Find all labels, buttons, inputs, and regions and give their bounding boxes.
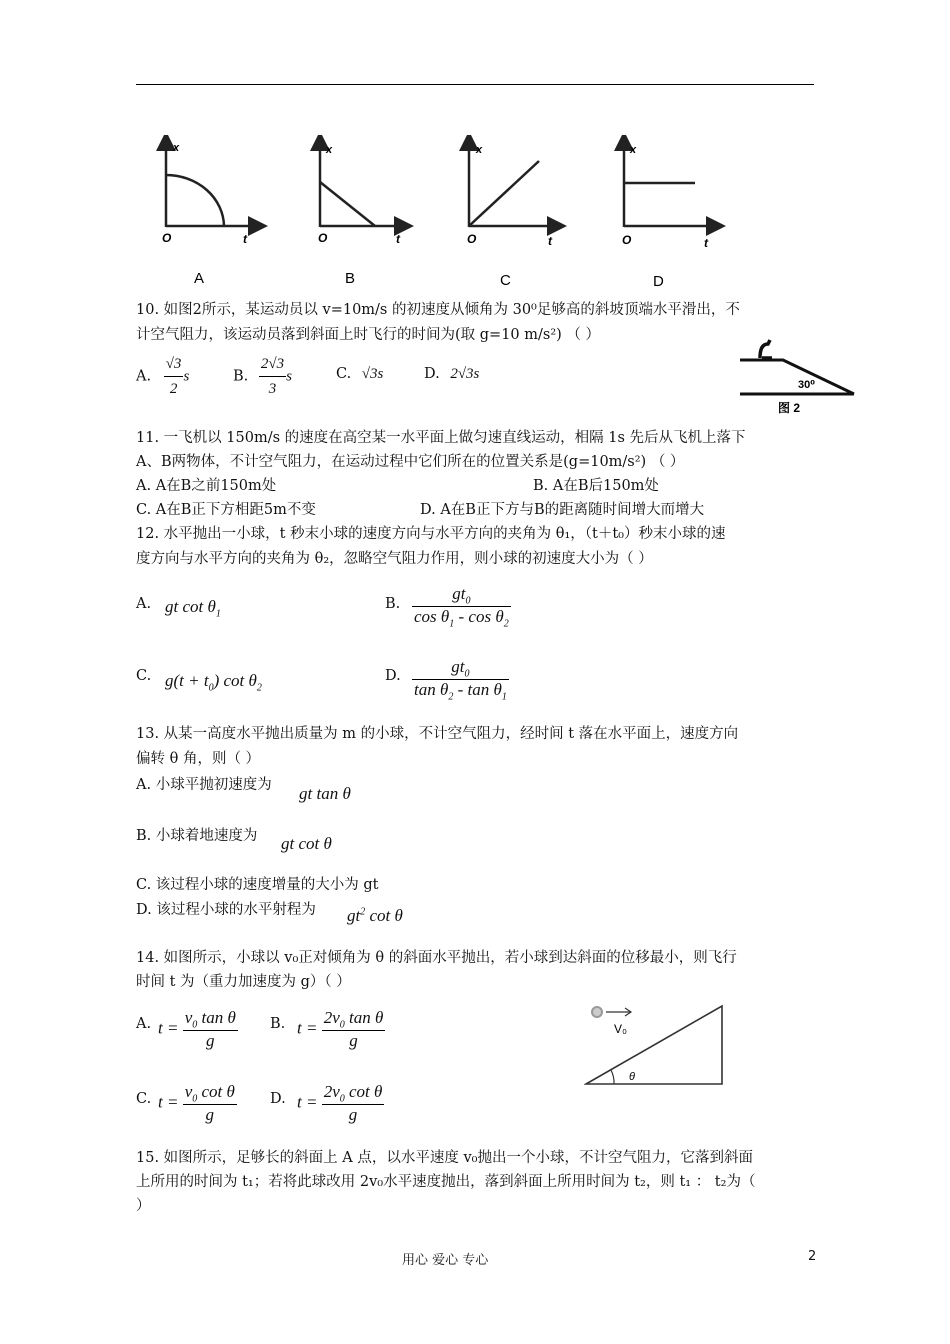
xt-graphs-figure — [140, 135, 740, 295]
q11-option-a: A. A在B之前150m处 — [136, 478, 277, 494]
q15-line3: ） — [136, 1198, 151, 1214]
q12-option-c-formula: $g(t + t_0)$ $\cot \theta_2$ — [165, 671, 262, 694]
q12-option-b-formula: $\frac{gt_0}{\cos \theta_1 - \cos \theta_2}$ — [414, 584, 509, 630]
q14-figure-theta: θ — [629, 1071, 635, 1083]
footer-motto: 用心 爱心 专心 — [402, 1253, 489, 1268]
q13-line2: 偏转 θ 角，则（ ） — [136, 751, 261, 767]
q12-option-b-label: B. — [385, 596, 401, 612]
q13-option-a-formula: gt tan θ — [299, 784, 351, 803]
q10-option-b: B. $\frac{2√3}{3}$ s — [233, 352, 292, 401]
q15-line1: 15. 如图所示，足够长的斜面上 A 点，以水平速度 v₀抛出一个小球，不计空气阻力，它落到斜面 — [136, 1150, 753, 1166]
graph-a-label: A — [194, 270, 205, 287]
graph-b-origin: O — [318, 231, 328, 245]
graph-d-origin: O — [622, 233, 632, 247]
q12-option-a-label: A. — [136, 596, 152, 612]
q12-option-c-label: C. — [136, 668, 152, 684]
q10-figure-caption: 图 2 — [778, 401, 801, 415]
q10-option-c-label: C. — [336, 366, 352, 382]
q10-option-b-label: B. — [233, 368, 249, 385]
header-rule — [136, 84, 814, 85]
q10-slope-figure — [738, 338, 858, 418]
q12-option-d-label: D. — [385, 668, 401, 684]
graph-b-tlabel: t — [396, 232, 400, 246]
q14-option-d-label: D. — [270, 1091, 286, 1107]
q13-option-c: C. 该过程小球的速度增量的大小为 gt — [136, 877, 379, 893]
q10-option-c: C. √3s — [336, 366, 384, 382]
q14-line1: 14. 如图所示，小球以 v₀正对倾角为 θ 的斜面水平抛出，若小球到达斜面的位移最小，则飞行 — [136, 950, 737, 966]
graph-a-origin: O — [162, 231, 172, 245]
graph-d-label: D — [653, 273, 664, 290]
graph-b-label: B — [345, 270, 356, 287]
q10-line1: 10. 如图2所示，某运动员以 v=10m/s 的初速度从倾角为 30⁰足够高的斜坡顶端水平滑出，不 — [136, 302, 740, 318]
q10-option-a: A. $\frac{√3}{2}$ s — [136, 352, 189, 401]
q14-option-d-formula: t = $\frac{2v_0 \cot \theta}{g}$ — [297, 1082, 383, 1125]
graph-a — [162, 141, 258, 287]
q10-option-d-label: D. — [424, 366, 440, 382]
q14-option-a-formula: t = $\frac{v_0 \tan \theta}{g}$ — [158, 1008, 236, 1051]
q14-option-a-label: A. — [136, 1016, 152, 1032]
q14-option-b-label: B. — [270, 1016, 286, 1032]
q14-incline-figure — [584, 1000, 729, 1090]
graph-d-tlabel: t — [704, 236, 708, 250]
q10-option-d: D. 2√3s — [424, 366, 480, 382]
q14-option-c-label: C. — [136, 1091, 152, 1107]
graph-a-tlabel: t — [243, 232, 247, 246]
q15-line2: 上所用的时间为 t₁；若将此球改用 2v₀水平速度抛出，落到斜面上所用时间为 t₂，则 t₁ ： t₂为（ — [136, 1174, 756, 1190]
q14-option-c-formula: t = $\frac{v_0 \cot \theta}{g}$ — [158, 1082, 235, 1125]
q11-line1: 11. 一飞机以 150m/s 的速度在高空某一水平面上做匀速直线运动，相隔 1s 先后从飞机上落下 — [136, 430, 746, 446]
q11-option-d: D. A在B正下方与B的距离随时间增大而增大 — [420, 502, 705, 518]
graph-d-xlabel: x — [630, 144, 637, 156]
q13-option-d-formula: $gt^2$ cot θ — [347, 906, 403, 925]
q14-option-b-formula: t = $\frac{2v_0 \tan \theta}{g}$ — [297, 1008, 384, 1051]
q13-option-a: A. 小球平抛初速度为 — [136, 777, 272, 793]
q11-line2: A、B两物体，不计空气阻力，在运动过程中它们所在的位置关系是(g=10m/s²) （ ） — [136, 454, 685, 470]
q11-option-b: B. A在B后150m处 — [533, 478, 659, 494]
q14-figure-v0: V₀ — [614, 1022, 627, 1036]
graph-a-xlabel: x — [173, 142, 180, 154]
q10-line2: 计空气阻力，该运动员落到斜面上时飞行的时间为(取 g=10 m/s²) （ ） — [136, 327, 601, 343]
page-number: 2 — [808, 1249, 817, 1264]
graph-b — [318, 141, 404, 287]
q13-option-b: B. 小球着地速度为 — [136, 828, 258, 844]
q14-line2: 时间 t 为（重力加速度为 g）（ ） — [136, 974, 351, 990]
q10-figure-angle: 30⁰ — [798, 379, 816, 391]
q13-line1: 13. 从某一高度水平抛出质量为 m 的小球，不计空气阻力，经时间 t 落在水平面上，速度方向 — [136, 726, 739, 742]
graph-c-label: C — [500, 272, 511, 289]
q12-line1: 12. 水平抛出一小球，t 秒末小球的速度方向与水平方向的夹角为 θ₁，（t＋t₀）秒末小球的速 — [136, 526, 726, 542]
q14-ball — [592, 1007, 602, 1017]
graph-b-xlabel: x — [326, 144, 333, 156]
graph-c-line — [469, 161, 539, 226]
q12-line2: 度方向与水平方向的夹角为 θ₂，忽略空气阻力作用，则小球的初速度大小为（ ） — [136, 551, 653, 567]
graph-b-line — [320, 182, 375, 226]
graph-c — [467, 141, 557, 289]
graph-c-xlabel: x — [476, 144, 483, 156]
q12-option-d-formula: $\frac{gt_0}{\tan \theta_2 - \tan \theta_1}$ — [414, 657, 507, 703]
q13-option-d: D. 该过程小球的水平射程为 — [136, 902, 316, 918]
graph-c-origin: O — [467, 232, 477, 246]
q10-option-a-label: A. — [136, 368, 152, 385]
graph-a-curve — [166, 175, 224, 226]
graph-d — [622, 141, 716, 290]
q12-option-a-formula: gt $\cot \theta_1$ — [165, 597, 221, 620]
q13-option-b-formula: gt cot θ — [281, 834, 332, 853]
q11-option-c: C. A在B正下方相距5m不变 — [136, 502, 316, 518]
graph-c-tlabel: t — [548, 234, 552, 248]
